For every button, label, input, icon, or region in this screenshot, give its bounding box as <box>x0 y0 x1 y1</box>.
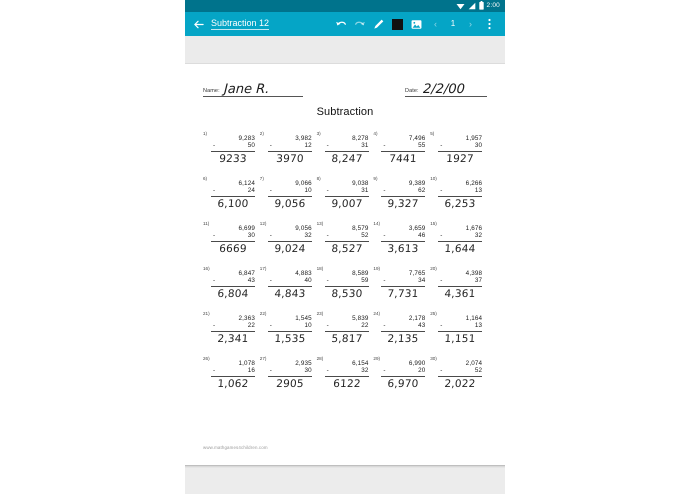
handwritten-answer[interactable]: 1,644 <box>444 242 477 255</box>
minuend: 4,883 <box>295 270 312 277</box>
subtrahend: 37 <box>474 277 483 285</box>
worksheet-page[interactable] <box>185 64 505 465</box>
subtrahend: 13 <box>474 322 483 330</box>
subtrahend-line <box>438 277 482 284</box>
problem-index: 15) <box>430 221 437 226</box>
problem-stack <box>211 180 255 210</box>
minuend: 6,154 <box>352 360 369 367</box>
problem-stack <box>325 360 369 390</box>
subtrahend-line <box>211 232 255 239</box>
problem-index: 13) <box>316 221 324 226</box>
handwritten-answer[interactable]: 4,843 <box>273 287 306 300</box>
problem-cell[interactable] <box>317 311 374 356</box>
name-field[interactable] <box>203 83 303 97</box>
problem-cell[interactable] <box>317 356 374 401</box>
subtrahend: 30 <box>247 232 255 240</box>
problem-stack <box>381 270 425 300</box>
problem-cell[interactable] <box>203 266 260 311</box>
subtrahend-line <box>268 187 312 194</box>
subtrahend: 52 <box>474 367 483 375</box>
subtrahend: 31 <box>361 142 369 150</box>
subtrahend-line <box>325 232 369 239</box>
problem-stack <box>438 180 482 210</box>
problem-index: 14) <box>373 221 381 226</box>
next-page-button[interactable] <box>461 15 480 34</box>
problem-stack <box>325 315 369 345</box>
minuend: 8,579 <box>352 225 369 232</box>
minuend: 2,363 <box>238 315 255 322</box>
document-title-field[interactable]: Subtraction 12 <box>211 18 270 28</box>
minuend: 6,266 <box>465 180 483 187</box>
handwritten-answer[interactable]: 8,530 <box>330 287 363 300</box>
subtrahend: 52 <box>361 232 369 240</box>
subtrahend: 10 <box>304 187 312 195</box>
subtrahend: 13 <box>474 187 483 195</box>
handwritten-answer[interactable]: 4,361 <box>444 287 477 300</box>
subtrahend: 40 <box>304 277 312 285</box>
problem-stack <box>268 360 312 390</box>
minus-sign: - <box>213 367 216 375</box>
problem-index: 17) <box>259 266 267 271</box>
problem-stack <box>381 360 425 390</box>
subtrahend: 22 <box>247 322 255 330</box>
problem-stack <box>438 135 482 165</box>
minus-sign: - <box>440 187 443 195</box>
problem-stack <box>211 225 255 255</box>
problem-stack <box>325 225 369 255</box>
problem-index: 1) <box>203 131 208 136</box>
subtrahend-line <box>325 142 369 149</box>
problem-cell[interactable] <box>430 131 487 176</box>
problem-index: 25) <box>430 311 437 316</box>
minuend: 2,178 <box>408 315 426 322</box>
handwritten-answer[interactable]: 6,970 <box>387 377 420 390</box>
subtrahend: 16 <box>247 367 255 375</box>
problem-cell[interactable] <box>203 356 260 401</box>
problem-grid <box>203 131 487 401</box>
minuend: 1,078 <box>238 360 255 367</box>
subtrahend: 20 <box>418 367 426 375</box>
minuend: 9,283 <box>238 135 255 142</box>
handwritten-answer[interactable]: 1,535 <box>273 332 306 345</box>
minuend: 8,589 <box>352 270 369 277</box>
minus-sign: - <box>440 367 443 375</box>
minus-sign: - <box>213 277 216 285</box>
handwritten-answer[interactable]: 6669 <box>218 242 248 255</box>
worksheet-title: Subtraction <box>316 106 374 118</box>
minus-sign: - <box>326 232 329 240</box>
problem-cell[interactable] <box>430 311 487 356</box>
minuend: 5,839 <box>352 315 369 322</box>
minus-sign: - <box>269 367 273 375</box>
minuend: 9,056 <box>295 225 312 232</box>
problem-cell[interactable] <box>430 356 487 401</box>
minuend: 9,389 <box>408 180 426 187</box>
problem-stack <box>325 135 369 165</box>
minus-sign: - <box>269 142 273 150</box>
problem-index: 26) <box>203 356 210 361</box>
problem-cell[interactable] <box>260 311 317 356</box>
problem-index: 21) <box>203 311 210 316</box>
handwritten-answer[interactable]: 6,253 <box>444 197 477 210</box>
problem-index: 10) <box>430 176 437 181</box>
problem-cell[interactable] <box>430 266 487 311</box>
problem-stack <box>381 135 425 165</box>
problem-stack <box>268 225 312 255</box>
minus-sign: - <box>213 142 216 150</box>
date-label: Date: <box>405 88 419 94</box>
problem-stack <box>325 180 369 210</box>
handwritten-answer[interactable]: 2905 <box>275 377 304 390</box>
handwritten-answer[interactable]: 2,022 <box>444 377 477 390</box>
problem-cell[interactable] <box>317 131 374 176</box>
handwritten-answer[interactable]: 6,100 <box>217 197 249 210</box>
problem-index: 4) <box>373 131 378 136</box>
problem-cell[interactable] <box>203 221 260 266</box>
problem-stack <box>381 225 425 255</box>
date-value: 2/2/00 <box>422 82 465 97</box>
minuend: 6,699 <box>238 225 255 232</box>
subtrahend-line <box>381 277 425 284</box>
minuend: 6,847 <box>238 270 255 277</box>
subtrahend: 50 <box>247 142 255 150</box>
subtrahend: 31 <box>361 187 369 195</box>
problem-index: 29) <box>373 356 381 361</box>
handwritten-answer[interactable]: 9,007 <box>330 197 363 210</box>
handwritten-answer[interactable]: 7441 <box>389 152 418 165</box>
minus-sign: - <box>440 232 443 240</box>
subtrahend-line <box>381 367 425 374</box>
problem-stack <box>381 315 425 345</box>
subtrahend-line <box>268 142 312 149</box>
signal-icon <box>468 0 476 15</box>
minus-sign: - <box>383 187 386 195</box>
date-field[interactable] <box>405 83 487 97</box>
subtrahend-line <box>325 187 369 194</box>
problem-cell[interactable] <box>260 131 317 176</box>
minus-sign: - <box>213 232 216 240</box>
problem-index: 27) <box>259 356 267 361</box>
problem-stack <box>268 270 312 300</box>
problem-index: 9) <box>373 176 378 181</box>
worksheet-footer: www.mathgames4children.com <box>203 445 268 450</box>
minuend: 1,164 <box>465 315 483 322</box>
toolbar-underlay-strip <box>185 36 505 64</box>
problem-index: 6) <box>203 176 208 181</box>
minuend: 6,990 <box>408 360 426 367</box>
minuend: 1,545 <box>295 315 312 322</box>
problem-index: 28) <box>316 356 324 361</box>
subtrahend: 22 <box>361 322 369 330</box>
problem-cell[interactable] <box>260 221 317 266</box>
subtrahend-line <box>268 232 312 239</box>
color-swatch-black[interactable] <box>388 15 407 34</box>
problem-index: 23) <box>316 311 324 316</box>
subtrahend: 43 <box>418 322 426 330</box>
problem-index: 30) <box>430 356 437 361</box>
subtrahend: 62 <box>418 187 426 195</box>
problem-index: 20) <box>430 266 437 271</box>
minus-sign: - <box>326 322 329 330</box>
next-page-chevron-icon: › <box>469 18 472 29</box>
problem-cell[interactable] <box>317 221 374 266</box>
name-date-row <box>203 64 487 97</box>
problem-stack <box>211 315 255 345</box>
subtrahend: 34 <box>418 277 426 285</box>
subtrahend-line <box>211 187 255 194</box>
problem-index: 16) <box>203 266 210 271</box>
problem-cell[interactable] <box>317 266 374 311</box>
subtrahend: 30 <box>474 142 483 150</box>
subtrahend: 59 <box>361 277 369 285</box>
minus-sign: - <box>326 142 329 150</box>
problem-index: 22) <box>259 311 267 316</box>
minuend: 1,676 <box>465 225 483 232</box>
minus-sign: - <box>269 187 273 195</box>
problem-index: 11) <box>203 221 210 226</box>
pen-icon[interactable] <box>369 15 388 34</box>
minus-sign: - <box>269 232 273 240</box>
minus-sign: - <box>383 367 386 375</box>
app-window <box>185 0 505 494</box>
problem-cell[interactable] <box>373 176 430 221</box>
handwritten-answer[interactable]: 1,151 <box>444 332 477 345</box>
minus-sign: - <box>383 322 386 330</box>
problem-index: 24) <box>373 311 381 316</box>
subtrahend: 32 <box>304 232 312 240</box>
problem-cell[interactable] <box>260 266 317 311</box>
problem-cell[interactable] <box>430 221 487 266</box>
problem-stack <box>438 360 482 390</box>
problem-cell[interactable] <box>317 176 374 221</box>
handwritten-answer[interactable]: 1927 <box>445 152 475 165</box>
problem-stack <box>211 360 255 390</box>
subtrahend: 10 <box>304 322 312 330</box>
problem-cell[interactable] <box>373 221 430 266</box>
insert-image-icon[interactable] <box>407 15 426 34</box>
minuend: 8,278 <box>352 135 369 142</box>
problem-stack <box>438 225 482 255</box>
subtrahend-line <box>211 277 255 284</box>
problem-stack <box>438 315 482 345</box>
handwritten-answer[interactable]: 9233 <box>218 152 248 165</box>
handwritten-answer[interactable]: 3,613 <box>387 242 420 255</box>
minuend: 7,496 <box>408 135 426 142</box>
handwritten-answer[interactable]: 1,062 <box>217 377 249 390</box>
minuend: 7,765 <box>408 270 426 277</box>
subtrahend-line <box>438 232 482 239</box>
status-clock: 2:00 <box>486 1 500 9</box>
handwritten-answer[interactable]: 6122 <box>332 377 361 390</box>
name-value: Jane R. <box>223 82 270 97</box>
problem-index: 5) <box>430 131 435 136</box>
minuend: 3,659 <box>408 225 426 232</box>
subtrahend: 43 <box>247 277 255 285</box>
problem-index: 12) <box>259 221 267 226</box>
minuend: 6,124 <box>238 180 255 187</box>
problem-cell[interactable] <box>373 311 430 356</box>
minus-sign: - <box>213 322 216 330</box>
problem-cell[interactable] <box>203 131 260 176</box>
subtrahend-line <box>381 187 425 194</box>
problem-cell[interactable] <box>203 176 260 221</box>
minuend: 2,935 <box>295 360 312 367</box>
subtrahend-line <box>381 232 425 239</box>
problem-cell[interactable] <box>373 356 430 401</box>
problem-cell[interactable] <box>373 131 430 176</box>
subtrahend: 32 <box>474 232 483 240</box>
problem-stack <box>211 135 255 165</box>
redo-icon[interactable] <box>350 15 369 34</box>
minuend: 1,957 <box>465 135 483 142</box>
subtrahend-line <box>325 322 369 329</box>
problem-stack <box>438 270 482 300</box>
subtrahend-line <box>268 367 312 374</box>
subtrahend: 46 <box>418 232 426 240</box>
handwritten-answer[interactable]: 2,341 <box>217 332 249 345</box>
problem-cell[interactable] <box>430 176 487 221</box>
back-arrow-icon[interactable] <box>191 17 205 31</box>
minuend: 4,398 <box>465 270 483 277</box>
problem-stack <box>268 315 312 345</box>
name-label: Name: <box>203 88 220 94</box>
problem-stack <box>268 180 312 210</box>
minuend: 3,982 <box>295 135 312 142</box>
subtrahend-line <box>268 277 312 284</box>
minuend: 2,074 <box>465 360 483 367</box>
battery-icon <box>479 0 484 15</box>
subtrahend: 30 <box>304 367 312 375</box>
minus-sign: - <box>383 142 386 150</box>
problem-cell[interactable] <box>260 356 317 401</box>
subtrahend-line <box>438 187 482 194</box>
subtrahend-line <box>211 142 255 149</box>
subtrahend: 55 <box>418 142 426 150</box>
subtrahend-line <box>381 322 425 329</box>
minuend: 9,038 <box>352 180 369 187</box>
problem-stack <box>211 270 255 300</box>
subtrahend-line <box>381 142 425 149</box>
minus-sign: - <box>383 232 386 240</box>
subtrahend: 24 <box>247 187 255 195</box>
problem-stack <box>268 135 312 165</box>
handwritten-answer[interactable]: 6,804 <box>217 287 249 300</box>
subtrahend: 32 <box>361 367 369 375</box>
minus-sign: - <box>213 187 216 195</box>
problem-index: 8) <box>316 176 321 181</box>
minus-sign: - <box>440 322 443 330</box>
minus-sign: - <box>440 277 443 285</box>
handwritten-answer[interactable]: 3970 <box>275 152 304 165</box>
subtrahend-line <box>211 367 255 374</box>
minus-sign: - <box>326 187 329 195</box>
handwritten-answer[interactable]: 9,327 <box>387 197 420 210</box>
subtrahend-line <box>211 322 255 329</box>
minus-sign: - <box>326 277 329 285</box>
problem-index: 18) <box>316 266 324 271</box>
handwritten-answer[interactable]: 8,527 <box>330 242 363 255</box>
wifi-icon <box>456 0 465 15</box>
subtrahend-line <box>438 367 482 374</box>
handwritten-answer[interactable]: 8,247 <box>330 152 363 165</box>
handwritten-answer[interactable]: 9,024 <box>273 242 306 255</box>
prev-page-chevron-icon: ‹ <box>434 18 437 29</box>
problem-index: 3) <box>316 131 321 136</box>
subtrahend-line <box>438 142 482 149</box>
page-number-indicator[interactable]: 1 <box>450 19 456 28</box>
below-page-area <box>185 468 505 494</box>
minus-sign: - <box>269 277 273 285</box>
subtrahend: 12 <box>304 142 312 150</box>
app-toolbar <box>185 12 505 36</box>
problem-stack <box>325 270 369 300</box>
subtrahend-line <box>325 367 369 374</box>
subtrahend-line <box>268 322 312 329</box>
problem-index: 7) <box>259 176 264 181</box>
swatch-fill <box>392 19 403 30</box>
status-bar <box>185 0 505 12</box>
handwritten-answer[interactable]: 2,135 <box>387 332 420 345</box>
minuend: 9,066 <box>295 180 312 187</box>
minus-sign: - <box>440 142 443 150</box>
subtrahend-line <box>325 277 369 284</box>
problem-index: 2) <box>259 131 264 136</box>
handwritten-answer[interactable]: 5,817 <box>330 332 363 345</box>
subtrahend-line <box>438 322 482 329</box>
minus-sign: - <box>326 367 329 375</box>
problem-cell[interactable] <box>373 266 430 311</box>
minus-sign: - <box>269 322 273 330</box>
handwritten-answer[interactable]: 9,056 <box>273 197 306 210</box>
overflow-menu-icon[interactable] <box>480 15 499 34</box>
undo-icon[interactable] <box>331 15 350 34</box>
problem-cell[interactable] <box>260 176 317 221</box>
prev-page-button[interactable] <box>426 15 445 34</box>
problem-stack <box>381 180 425 210</box>
problem-cell[interactable] <box>203 311 260 356</box>
problem-index: 19) <box>373 266 381 271</box>
minus-sign: - <box>383 277 386 285</box>
handwritten-answer[interactable]: 7,731 <box>387 287 420 300</box>
